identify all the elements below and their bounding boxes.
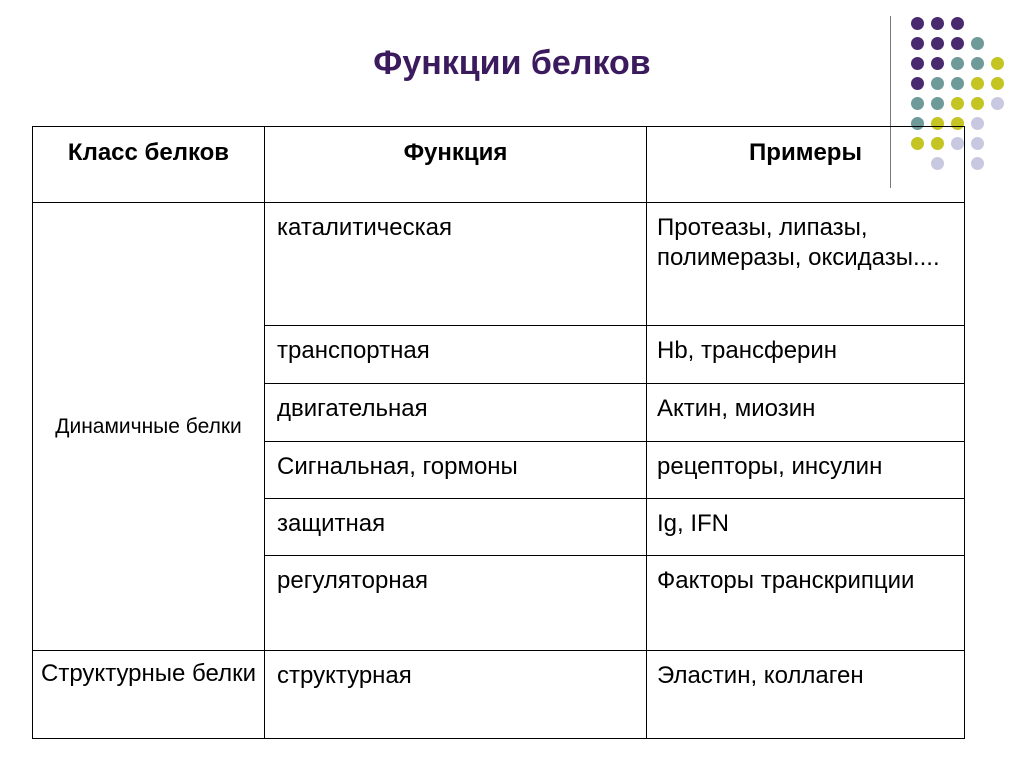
decorative-dot — [931, 57, 944, 70]
decorative-dot — [951, 17, 964, 30]
decorative-dot — [971, 157, 984, 170]
header-examples: Примеры — [647, 127, 965, 203]
decorative-dot — [911, 37, 924, 50]
function-cell: структурная — [265, 651, 647, 739]
class-cell-dynamic — [33, 203, 265, 651]
decorative-dot — [951, 97, 964, 110]
class-label: Структурные белки — [41, 660, 256, 687]
decorative-dot — [971, 117, 984, 130]
decorative-dot — [911, 97, 924, 110]
header-function: Функция — [265, 127, 647, 203]
decorative-dot — [971, 57, 984, 70]
decorative-dot — [971, 137, 984, 150]
class-cell-structural — [33, 651, 265, 739]
table-header-row — [33, 127, 965, 203]
decorative-dot — [911, 17, 924, 30]
examples-cell: Факторы транскрипции — [647, 556, 965, 651]
function-cell: двигательная — [265, 384, 647, 442]
table-row — [33, 651, 965, 739]
decorative-dot — [911, 77, 924, 90]
decorative-dot — [991, 97, 1004, 110]
examples-cell: Hb, трансферин — [647, 326, 965, 384]
function-cell: защитная — [265, 499, 647, 556]
function-cell: транспортная — [265, 326, 647, 384]
page-title: Функции белков — [373, 44, 651, 82]
decorative-dot — [951, 57, 964, 70]
class-label: Динамичные белки — [55, 414, 242, 438]
table-row — [33, 203, 965, 326]
decorative-dot — [991, 77, 1004, 90]
decorative-dot — [971, 37, 984, 50]
decorative-dot — [991, 57, 1004, 70]
decorative-dot — [931, 37, 944, 50]
header-class: Класс белков — [33, 127, 265, 203]
decorative-dot — [951, 77, 964, 90]
examples-cell: Протеазы, липазы, полимеразы, оксидазы.... — [647, 203, 965, 326]
decorative-dot — [971, 97, 984, 110]
decorative-dot — [931, 17, 944, 30]
function-cell: Сигнальная, гормоны — [265, 442, 647, 499]
decorative-dot — [931, 97, 944, 110]
examples-cell: Эластин, коллаген — [647, 651, 965, 739]
examples-cell: рецепторы, инсулин — [647, 442, 965, 499]
function-cell: регуляторная — [265, 556, 647, 651]
examples-cell: Актин, миозин — [647, 384, 965, 442]
decorative-dot — [911, 57, 924, 70]
decorative-dot — [971, 77, 984, 90]
decorative-dot — [931, 77, 944, 90]
decorative-dot — [951, 37, 964, 50]
examples-cell: Ig, IFN — [647, 499, 965, 556]
function-cell: каталитическая — [265, 203, 647, 326]
protein-functions-table — [32, 126, 965, 739]
